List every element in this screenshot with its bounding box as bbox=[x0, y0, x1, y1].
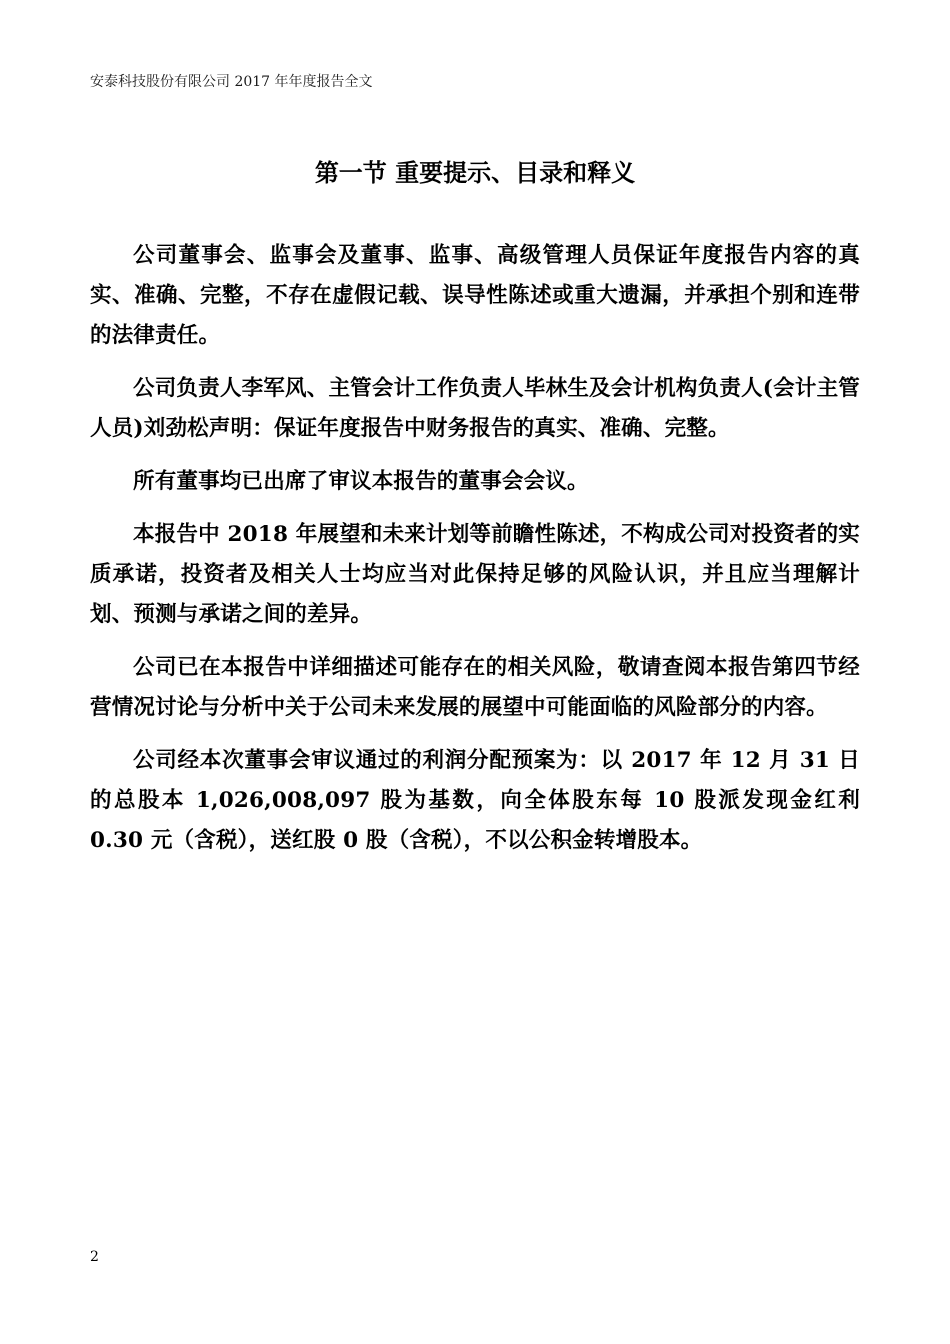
page-number: 2 bbox=[90, 1249, 99, 1265]
paragraph-responsible-persons: 公司负责人李军风、主管会计工作负责人毕林生及会计机构负责人(会计主管人员)刘劲松声明：保证年度报告中财务报告的真实、准确、完整。 bbox=[90, 376, 860, 441]
paragraph-profit-distribution: 公司经本次董事会审议通过的利润分配预案为：以 2017 年 12 月 31 日的总股本 1,026,008,097 股为基数，向全体股东每 10 股派发现金红利 0.30 元（含税），送红股 0 股（含税），不以公积金转增股本。 bbox=[90, 748, 860, 853]
paragraph-risk-notice: 公司已在本报告中详细描述可能存在的相关风险，敬请查阅本报告第四节经营情况讨论与分析中关于公司未来发展的展望中可能面临的风险部分的内容。 bbox=[90, 655, 860, 720]
paragraph-board-guarantee: 公司董事会、监事会及董事、监事、高级管理人员保证年度报告内容的真实、准确、完整，不存在虚假记载、误导性陈述或重大遗漏，并承担个别和连带的法律责任。 bbox=[90, 243, 860, 348]
body-text bbox=[90, 236, 860, 874]
section-title: 第一节 重要提示、目录和释义 bbox=[314, 158, 636, 187]
running-header: 安泰科技股份有限公司 2017 年年度报告全文 bbox=[90, 74, 373, 90]
paragraph-forward-looking: 本报告中 2018 年展望和未来计划等前瞻性陈述，不构成公司对投资者的实质承诺，投资者及相关人士均应当对此保持足够的风险认识，并且应当理解计划、预测与承诺之间的差异。 bbox=[90, 522, 861, 627]
paragraph-directors-attendance: 所有董事均已出席了审议本报告的董事会会议。 bbox=[133, 469, 589, 494]
